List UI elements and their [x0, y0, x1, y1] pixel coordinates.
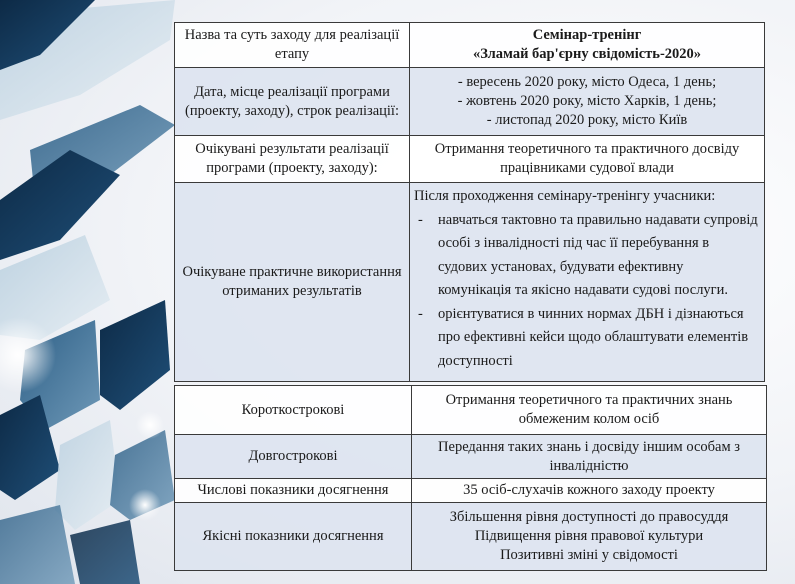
table-row [175, 386, 767, 435]
row-value: Отримання теоретичного та практичних знань обмеженим колом осіб [412, 386, 767, 435]
deco-glow [129, 489, 161, 521]
table-row [175, 479, 767, 503]
date-line: - вересень 2020 року, місто Одеса, 1 день; [457, 74, 717, 90]
row-label: Очікуване практичне використання отриманих результатів [175, 183, 410, 382]
row-label: Короткострокові [175, 386, 412, 435]
row-label: Довгострокові [175, 435, 412, 479]
list-item: - орієнтуватися в чинних нормах ДБН і дізнаються про ефективні кейси щодо облаштувати елементів доступності [414, 303, 760, 374]
date-line: - листопад 2020 року, місто Київ [486, 112, 688, 128]
practical-use-list [414, 209, 760, 374]
row-label: Дата, місце реалізації програми (проекту, заходу), строк реалізації: [175, 68, 410, 136]
table-row [175, 503, 767, 571]
table-row [175, 435, 767, 479]
list-item: - навчаться тактовно та правильно надавати супровід особі з інвалідності під час її перебування в судових установах, будувати ефективну комунікація та якісно надавати судові послуги. [414, 209, 760, 303]
quality-line: Позитивні зміні у свідомості [500, 547, 678, 563]
quality-line: Збільшення рівня доступності до правосуддя [449, 509, 729, 525]
deco-shape [55, 420, 120, 530]
row-value: 35 осіб-слухачів кожного заходу проекту [412, 479, 767, 503]
event-info-table [174, 22, 765, 382]
row-value: Отримання теоретичного та практичного досвіду працівниками судової влади [410, 136, 765, 183]
table-row [175, 183, 765, 382]
practical-use-intro: Після проходження семінару-тренінгу учасники: [414, 188, 716, 204]
dates-cell [410, 68, 765, 136]
event-name: «Зламай бар'єрну свідомість-2020» [472, 46, 702, 62]
table-row [175, 68, 765, 136]
event-title-cell [410, 23, 765, 68]
table-row [175, 23, 765, 68]
deco-glow [136, 411, 164, 439]
row-value: Передання таких знань і досвіду іншим особам з інвалідністю [412, 435, 767, 479]
indicators-table [174, 385, 767, 571]
table-row [175, 136, 765, 183]
row-label: Назва та суть заходу для реалізації етапу [175, 23, 410, 68]
event-type: Семінар-тренінг [532, 27, 642, 43]
deco-shape [100, 300, 170, 410]
row-label: Якісні показники досягнення [175, 503, 412, 571]
quality-indicators-cell [412, 503, 767, 571]
date-line: - жовтень 2020 року, місто Харків, 1 день; [457, 93, 717, 109]
deco-shape [0, 150, 120, 260]
deco-shape [70, 520, 140, 584]
practical-use-cell [410, 183, 765, 382]
row-label: Числові показники досягнення [175, 479, 412, 503]
quality-line: Підвищення рівня правової культури [474, 528, 704, 544]
row-label: Очікувані результати реалізації програми (проекту, заходу): [175, 136, 410, 183]
